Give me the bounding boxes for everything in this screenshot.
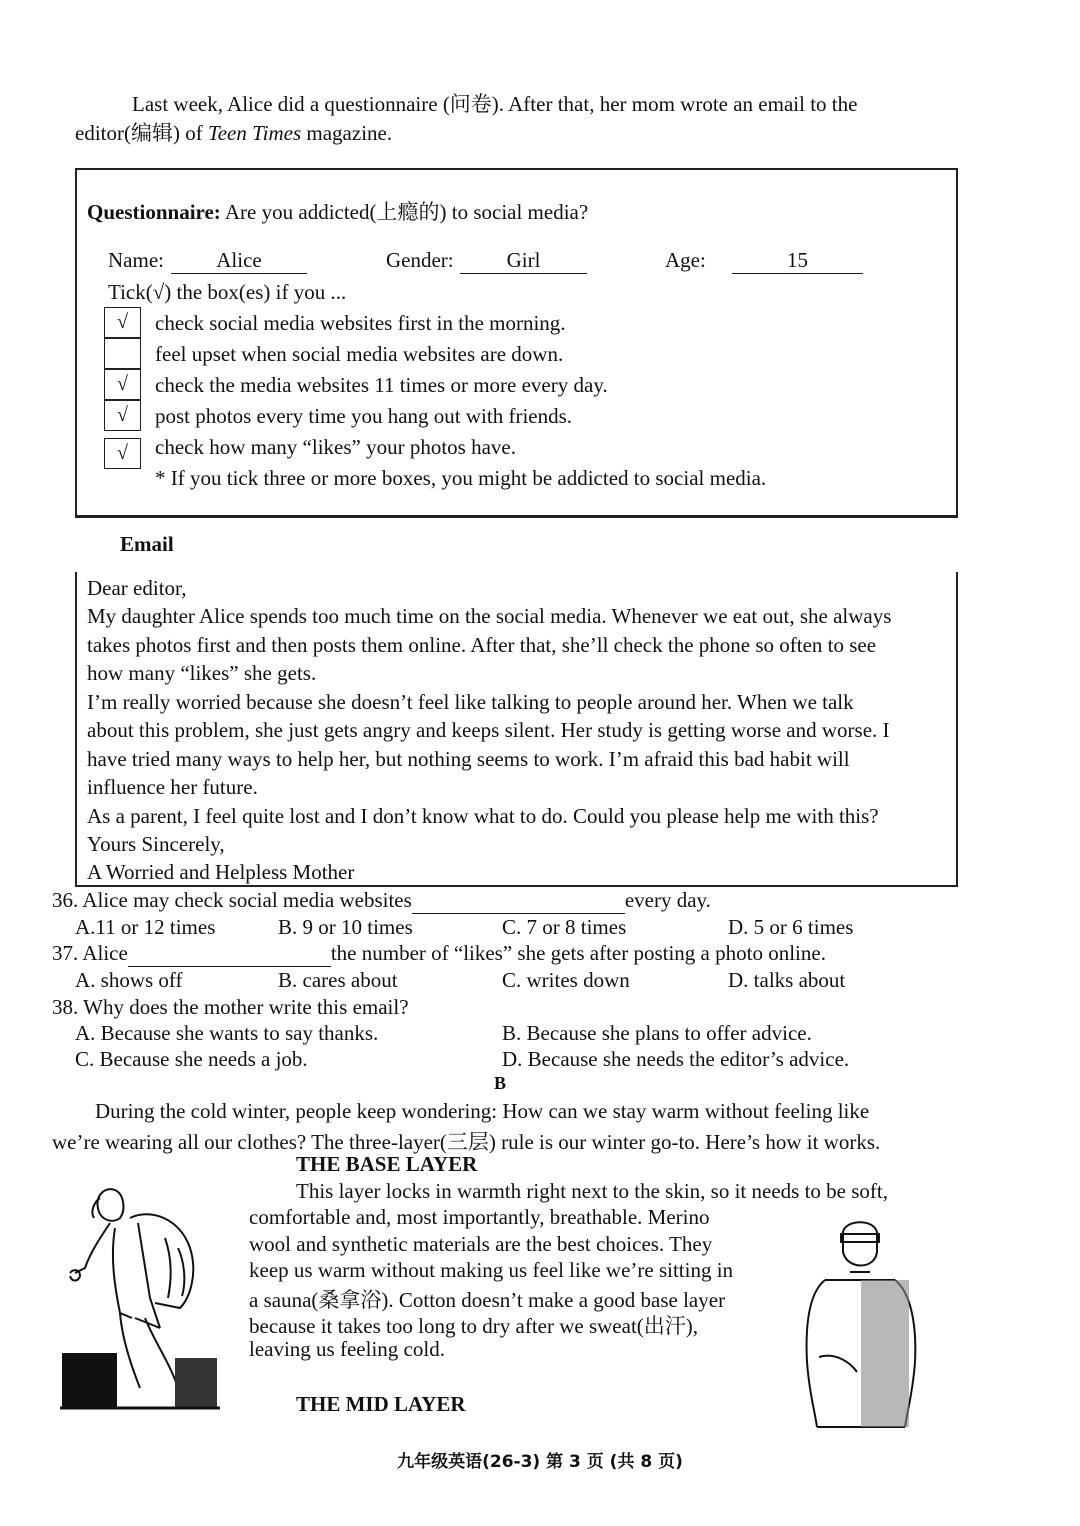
q38-option-a: A. Because she wants to say thanks. xyxy=(75,1021,379,1045)
magazine-title: Teen Times xyxy=(207,121,302,145)
q36-post: every day. xyxy=(624,888,711,912)
age-value: 15 xyxy=(732,248,863,274)
email-p1-line-1: My daughter Alice spends too much time on the social media. Whenever we eat out, she always xyxy=(87,604,892,628)
checkbox-2 xyxy=(104,338,141,369)
email-p2-line-4: influence her future. xyxy=(87,775,258,799)
q37-option-d: D. talks about xyxy=(728,968,846,992)
passage-b-intro-2: we’re wearing all our clothes? The three-layer(三层) rule is our winter go-to. Here’s how it works. xyxy=(52,1130,881,1154)
gender-label: Gender: xyxy=(386,248,454,272)
hiker-illustration xyxy=(60,1178,220,1410)
q36-pre: Alice may check social media websites xyxy=(82,888,412,912)
tick-instruction: Tick(√) the box(es) if you ... xyxy=(108,280,347,304)
questionnaire-note: * If you tick three or more boxes, you might be addicted to social media. xyxy=(155,466,767,490)
email-closing: Yours Sincerely, xyxy=(87,832,225,856)
q37-blank xyxy=(128,941,331,967)
intro-line-2 xyxy=(75,117,392,147)
checkbox-3: √ xyxy=(104,369,141,400)
q37-option-c: C. writes down xyxy=(502,968,630,992)
email-heading: Email xyxy=(120,532,174,556)
passage-b-intro-1: During the cold winter, people keep wondering: How can we stay warm without feeling like xyxy=(95,1099,870,1123)
base-line-5: a sauna(桑拿浴). Cotton doesn’t make a good base layer xyxy=(249,1288,726,1312)
email-p2-line-1: I’m really worried because she doesn’t feel like talking to people around her. When we talk xyxy=(87,690,854,714)
intro-line-1: Last week, Alice did a questionnaire (问卷). After that, her mom wrote an email to the xyxy=(132,92,858,116)
questionnaire-title-label: Questionnaire: xyxy=(87,200,221,224)
mid-layer-heading: THE MID LAYER xyxy=(296,1392,466,1416)
q37-number: 37. xyxy=(52,941,79,965)
q37-post: the number of “likes” she gets after posting a photo online. xyxy=(330,941,826,965)
email-p1-line-3: how many “likes” she gets. xyxy=(87,661,317,685)
q36-option-d: D. 5 or 6 times xyxy=(728,915,854,939)
item-4-text: post photos every time you hang out with friends. xyxy=(155,404,573,428)
page-footer: 九年级英语(26-3) 第 3 页 (共 8 页) xyxy=(397,1452,683,1472)
questionnaire-title xyxy=(87,196,588,226)
q38-option-d: D. Because she needs the editor’s advice. xyxy=(502,1047,850,1071)
q38-number: 38. xyxy=(52,995,79,1019)
base-layer-heading: THE BASE LAYER xyxy=(296,1152,478,1176)
q37-option-b: B. cares about xyxy=(278,968,398,992)
question-37 xyxy=(52,941,826,967)
base-line-3: wool and synthetic materials are the best choices. They xyxy=(249,1232,713,1256)
base-line-1: This layer locks in warmth right next to the skin, so it needs to be soft, xyxy=(296,1179,888,1203)
email-p3: As a parent, I feel quite lost and I don’t know what to do. Could you please help me with this? xyxy=(87,804,879,828)
q36-option-c: C. 7 or 8 times xyxy=(502,915,627,939)
base-line-2: comfortable and, most importantly, breathable. Merino xyxy=(249,1205,710,1229)
q38-option-c: C. Because she needs a job. xyxy=(75,1047,308,1071)
question-38 xyxy=(52,995,409,1020)
item-1-text: check social media websites first in the morning. xyxy=(155,311,566,335)
questionnaire-title-text: Are you addicted(上瘾的) to social media? xyxy=(220,200,589,224)
age-label: Age: xyxy=(665,248,706,272)
intro-line-2-pre: editor(编辑) of xyxy=(75,121,208,145)
base-line-4: keep us warm without making us feel like we’re sitting in xyxy=(249,1258,734,1282)
q36-option-a: A.11 or 12 times xyxy=(75,915,216,939)
item-3-text: check the media websites 11 times or more every day. xyxy=(155,373,608,397)
email-p1-line-2: takes photos first and then posts them online. After that, she’ll check the phone so often to see xyxy=(87,633,877,657)
q37-pre: Alice xyxy=(82,941,128,965)
q38-text: Why does the mother write this email? xyxy=(83,995,409,1019)
q36-option-b: B. 9 or 10 times xyxy=(278,915,413,939)
base-line-7: leaving us feeling cold. xyxy=(249,1337,445,1361)
checkbox-1: √ xyxy=(104,307,141,338)
name-value: Alice xyxy=(171,248,307,274)
q36-number: 36. xyxy=(52,888,79,912)
base-line-6: because it takes too long to dry after we sweat(出汗), xyxy=(249,1314,699,1338)
item-2-text: feel upset when social media websites are down. xyxy=(155,342,564,366)
email-p2-line-3: have tried many ways to help her, but nothing seems to work. I’m afraid this bad habit will xyxy=(87,747,850,771)
email-p2-line-2: about this problem, she just gets angry and keeps silent. Her study is getting worse and worse. I xyxy=(87,718,890,742)
checkbox-5: √ xyxy=(104,438,141,469)
email-signature: A Worried and Helpless Mother xyxy=(87,860,355,884)
q38-option-b: B. Because she plans to offer advice. xyxy=(502,1021,812,1045)
q36-blank xyxy=(412,888,625,914)
item-5-text: check how many “likes” your photos have. xyxy=(155,435,516,459)
intro-line-2-post: magazine. xyxy=(301,121,393,145)
gender-value: Girl xyxy=(460,248,587,274)
question-36 xyxy=(52,888,711,914)
q37-option-a: A. shows off xyxy=(75,968,183,992)
name-label: Name: xyxy=(108,248,164,272)
man-in-sweater-illustration xyxy=(795,1212,925,1437)
checkbox-4: √ xyxy=(104,400,141,431)
email-salutation: Dear editor, xyxy=(87,576,187,600)
passage-b-label: B xyxy=(494,1073,507,1093)
